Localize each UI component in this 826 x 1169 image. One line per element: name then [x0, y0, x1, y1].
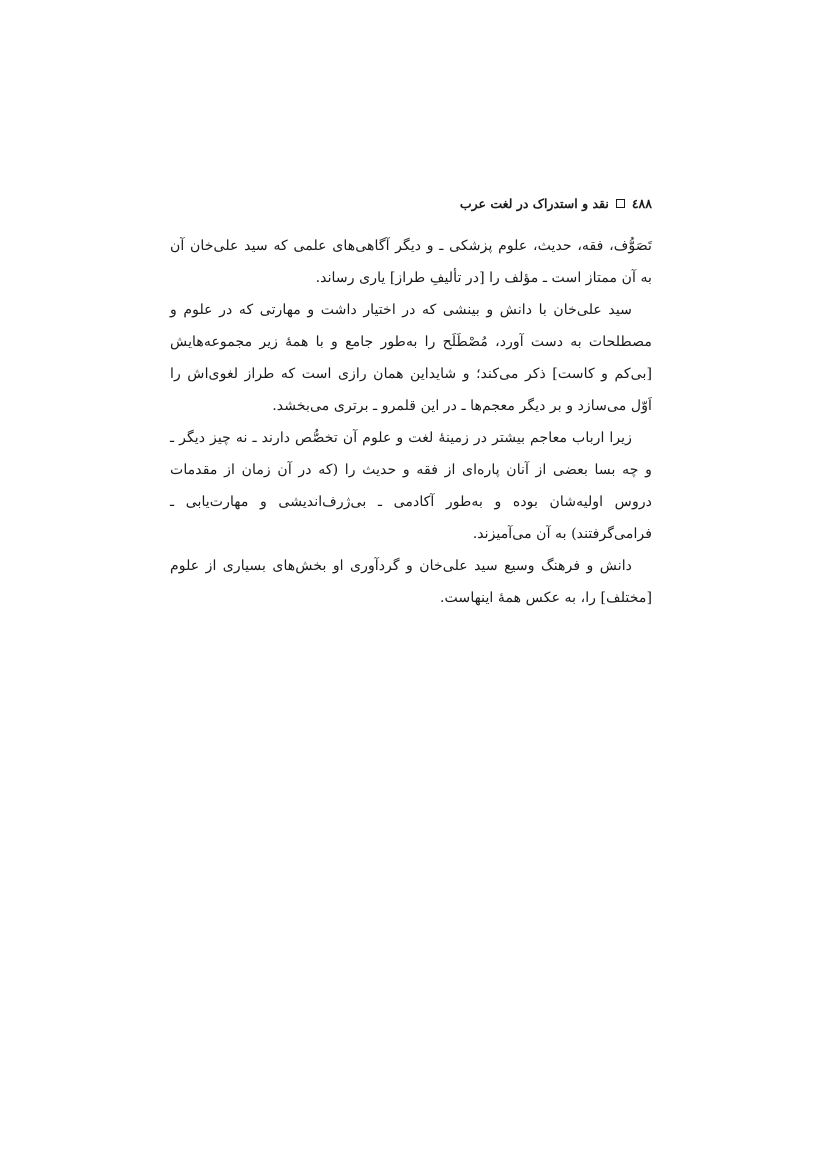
- paragraph-2: سید علی‌خان با دانش و بینشی که در اختیار داشت و مهارتی که در علوم و مصطلحات به دست آورد، مُصْطَلَح را به‌طور جامع و با همهٔ زیر مجموعه‌هایش [بی‌کم و کاست] ذکر می‌کند؛ و شایداین همان رازی است که طراز لغوی‌اش را اَوّل می‌سازد و بر دیگر معجم‌ها ـ در این قلمرو ـ برتری می‌بخشد.: [170, 302, 652, 414]
- running-head: [170, 190, 652, 216]
- paragraph-3: زیرا ارباب معاجم بیشتر در زمینهٔ لغت و علوم آن تخصُّص دارند ـ نه چیز دیگر ـ و چه بسا بعضی از آنان پاره‌ای از فقه و حدیث را (که در آن زمان از مقدمات دروس اولیه‌شان بوده و به‌طور آکادمی ـ بی‌ژرف‌اندیشی و مهارت‌یابی ـ فرامی‌گرفتند) به آن می‌آمیزند.: [170, 430, 652, 542]
- paragraph-1: تَصَوُّف، فقه، حدیث، علوم پزشکی ـ و دیگر آگاهی‌های علمی که سید علی‌خان آن به آن ممتاز است ـ مؤلف را [در تألیفِ طراز] یاری رساند.: [170, 238, 652, 286]
- paragraph-4: دانش و فرهنگ وسیع سید علی‌خان و گردآوری او بخش‌های بسیاری از علوم [مختلف] را، به عکس همهٔ اینهاست.: [170, 558, 652, 606]
- body-text: [170, 230, 652, 614]
- book-page: [170, 190, 652, 614]
- page-number: ٤٨٨: [631, 195, 652, 211]
- book-title: نقد و استدراک در لغت عرب: [459, 195, 609, 211]
- square-bullet-icon: [616, 199, 625, 208]
